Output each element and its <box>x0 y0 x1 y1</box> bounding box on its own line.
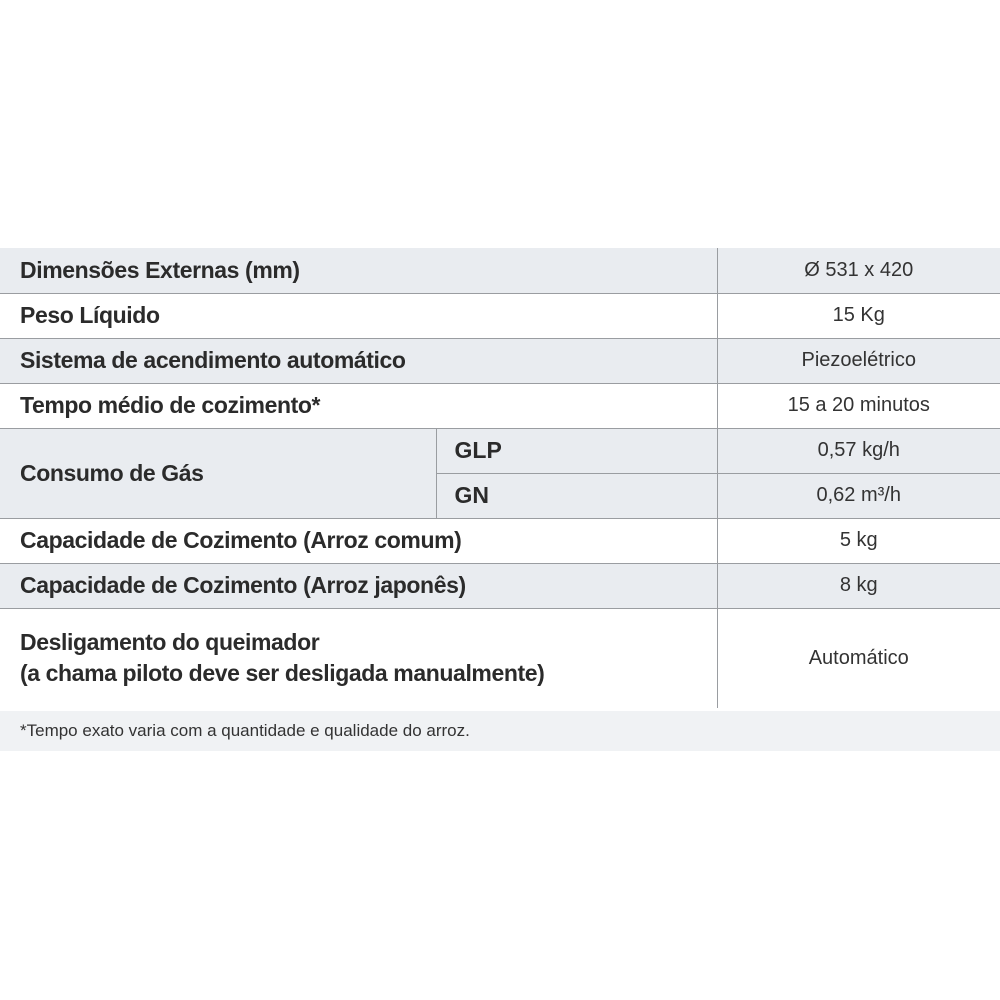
spec-label: Capacidade de Cozimento (Arroz japonês) <box>0 563 717 608</box>
spec-value: Automático <box>717 608 1000 708</box>
spec-row-shutoff <box>0 608 1000 708</box>
spec-sublabel-glp: GLP <box>436 428 717 473</box>
spec-row-cook-time <box>0 383 1000 428</box>
spec-row-dimensions <box>0 248 1000 293</box>
spec-value-gn: 0,62 m³/h <box>717 473 1000 518</box>
spec-value-glp: 0,57 kg/h <box>717 428 1000 473</box>
footnote: *Tempo exato varia com a quantidade e qualidade do arroz. <box>0 711 1000 751</box>
spec-value: 15 a 20 minutos <box>717 383 1000 428</box>
spec-value: Piezoelétrico <box>717 338 1000 383</box>
spec-label-line: (a chama piloto deve ser desligada manualmente) <box>20 660 545 687</box>
spec-table <box>0 248 1000 708</box>
spec-label: Dimensões Externas (mm) <box>0 248 717 293</box>
spec-label: Sistema de acendimento automático <box>0 338 717 383</box>
spec-row-weight <box>0 293 1000 338</box>
spec-label: Tempo médio de cozimento* <box>0 383 717 428</box>
spec-label-gas: Consumo de Gás <box>0 428 436 518</box>
spec-sublabel-gn: GN <box>436 473 717 518</box>
spec-row-capacity-japanese <box>0 563 1000 608</box>
spec-label: Peso Líquido <box>0 293 717 338</box>
spec-value: 8 kg <box>717 563 1000 608</box>
spec-row-capacity-common <box>0 518 1000 563</box>
spec-row-gas-glp <box>0 428 1000 473</box>
spec-label: Capacidade de Cozimento (Arroz comum) <box>0 518 717 563</box>
spec-row-ignition <box>0 338 1000 383</box>
spec-value: 15 Kg <box>717 293 1000 338</box>
spec-label-line: Desligamento do queimador <box>20 629 320 656</box>
spec-value: 5 kg <box>717 518 1000 563</box>
spec-value: Ø 531 x 420 <box>717 248 1000 293</box>
spec-label-shutoff <box>0 608 717 708</box>
